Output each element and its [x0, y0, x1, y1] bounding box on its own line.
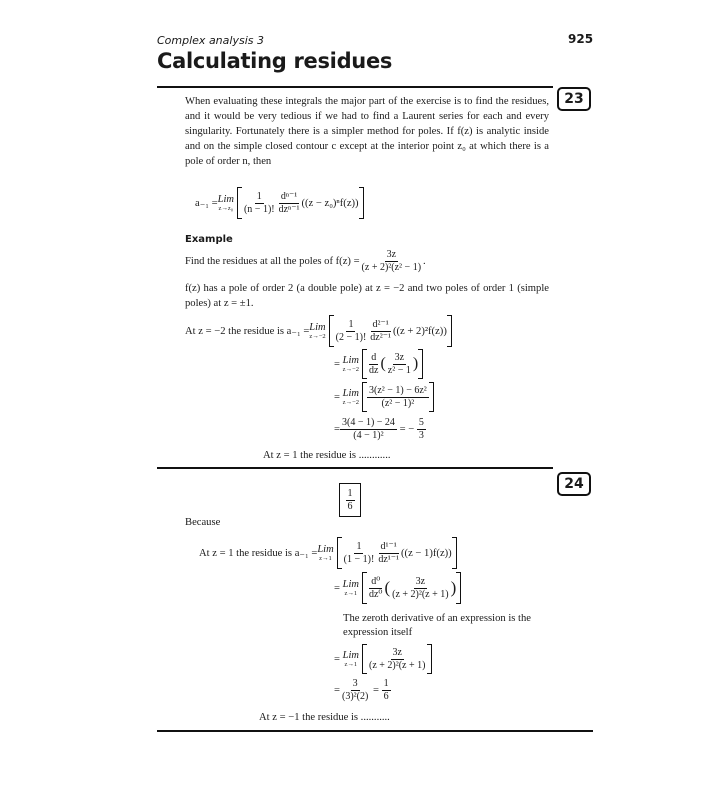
fraction: $\frac{3z}{\text{(z + 2)²(z² − 1)}}$ — [361, 249, 422, 273]
residue-at-1: At z = 1 the residue is a₋₁ = Lim z→1 $\frac{1}{(1 - 1)!}$ $\frac{\text{d¹⁻¹}}{\text{dz¹⁻¹}}$ ((z − 1)f(z)) — [199, 537, 457, 569]
fraction: $\frac{d}{dz}$ — [368, 351, 379, 376]
step-final: = $\frac{3}{\text{(3)²(2)}}$ = $\frac{1}{6}$ — [334, 678, 389, 702]
page-number: 925 — [568, 32, 594, 46]
fraction: $\frac{1}{(2 - 1)!}$ — [335, 318, 367, 343]
fraction: $\frac{1}{(n - 1)!}$ — [243, 190, 275, 215]
frame-24-number: 24 — [557, 472, 591, 496]
step-substitute: = Lim z→1 $\frac{3z}{\text{(z + 2)²(z + 1)}}$ — [334, 644, 432, 674]
fraction: $\frac{3}{\text{(3)²(2)}}$ — [341, 678, 369, 702]
fraction: $\frac{\text{dⁿ⁻¹}}{\text{dzⁿ⁻¹}}$ — [278, 190, 300, 215]
lim-operator: Lim z→−2 — [342, 388, 359, 406]
step-quotient: = Lim z→−2 $\frac{\text{3(z² − 1) − 6z²}}{\text{(z² − 1)²}}$ — [334, 382, 434, 412]
fraction: $\frac{1}{6}$ — [347, 487, 353, 512]
intro-paragraph: When evaluating these integrals the major part of the exercise is to find the residues, and it would be very tedious if we had to find a Laurent series for each and every singularity. Fortunately there is a simpler method for poles. If f(z) is analytic inside and on the simple closed contour c except at the interior point z₀ at which there is a pole of order n, then — [185, 96, 549, 168]
frame-23-rule — [157, 86, 553, 88]
residue-formula — [195, 187, 364, 219]
fraction: $\frac{\text{d²⁻¹}}{\text{dz²⁻¹}}$ — [370, 318, 391, 343]
lim-operator: Lim z→z₀ — [217, 194, 234, 212]
step-zeroth-derivative: = Lim z→1 $\frac{\text{d⁰}}{\text{dz⁰}}$ ( $\frac{3z}{\text{(z + 2)²(z + 1)}}$ ) — [334, 572, 461, 604]
prompt-z-minus-1: At z = −1 the residue is ........... — [259, 712, 390, 723]
lim-operator: Lim z→−2 — [309, 322, 326, 340]
bottom-rule — [157, 730, 593, 732]
answer-box — [339, 483, 361, 517]
lim-operator: Lim z→1 — [317, 544, 334, 562]
step-result: = $\frac{3(4 - 1) - 24}{\text{(4 − 1)²}}$ = − $\frac{5}{3}$ — [334, 417, 424, 441]
formula-tail: ((z − z₀)ⁿf(z)) — [301, 197, 359, 209]
because-label: Because — [185, 517, 221, 528]
example-statement: Find the residues at all the poles of f(z) = $\frac{3z}{\text{(z + 2)²(z² − 1)}}$ . — [185, 249, 426, 273]
fraction: $\frac{1}{(1 - 1)!}$ — [343, 540, 375, 565]
fraction: $\frac{5}{3}$ — [418, 417, 424, 441]
fraction: $\frac{3z}{\text{z² − 1}}$ — [387, 351, 411, 376]
lim-operator: Lim z→1 — [342, 650, 359, 668]
residue-at-minus-2: At z = −2 the residue is a₋₁ = Lim z→−2 $\frac{1}{(2 - 1)!}$ $\frac{\text{d²⁻¹}}{\text{dz²⁻¹}}$ ((z + 2)²f(z)) — [185, 315, 452, 347]
fraction: $\frac{3z}{\text{(z + 2)²(z + 1)}}$ — [392, 575, 449, 600]
lim-operator: Lim z→1 — [342, 579, 359, 597]
zeroth-derivative-note: The zeroth derivative of an expression is the expression itself — [343, 613, 531, 638]
section-title: Calculating residues — [157, 49, 393, 73]
fraction: $\frac{1}{6}$ — [383, 678, 389, 702]
lim-operator: Lim z→−2 — [342, 355, 359, 373]
fraction: $\frac{\text{d¹⁻¹}}{\text{dz¹⁻¹}}$ — [378, 540, 400, 565]
prompt-z1: At z = 1 the residue is ............ — [263, 450, 391, 461]
step-derivative: = Lim z→−2 $\frac{d}{dz}$ ( $\frac{3z}{\text{z² − 1}}$ ) — [334, 349, 423, 379]
frame-23-number: 23 — [557, 87, 591, 111]
running-title: Complex analysis 3 — [157, 34, 264, 47]
poles-paragraph: f(z) has a pole of order 2 (a double pole) at z = −2 and two poles of order 1 (simple poles) at z = ±1. — [185, 283, 549, 310]
fraction: $\frac{\text{3(z² − 1) − 6z²}}{\text{(z² − 1)²}}$ — [368, 384, 427, 409]
example-label: Example — [185, 234, 233, 245]
fraction: $\frac{3z}{\text{(z + 2)²(z + 1)}}$ — [368, 646, 426, 671]
frame-24-rule — [157, 467, 553, 469]
fraction: $\frac{\text{d⁰}}{\text{dz⁰}}$ — [368, 575, 383, 600]
formula-lhs: a₋₁ = — [195, 198, 218, 209]
fraction: $\frac{3(4 - 1) - 24}{\text{(4 − 1)²}}$ — [341, 417, 395, 441]
